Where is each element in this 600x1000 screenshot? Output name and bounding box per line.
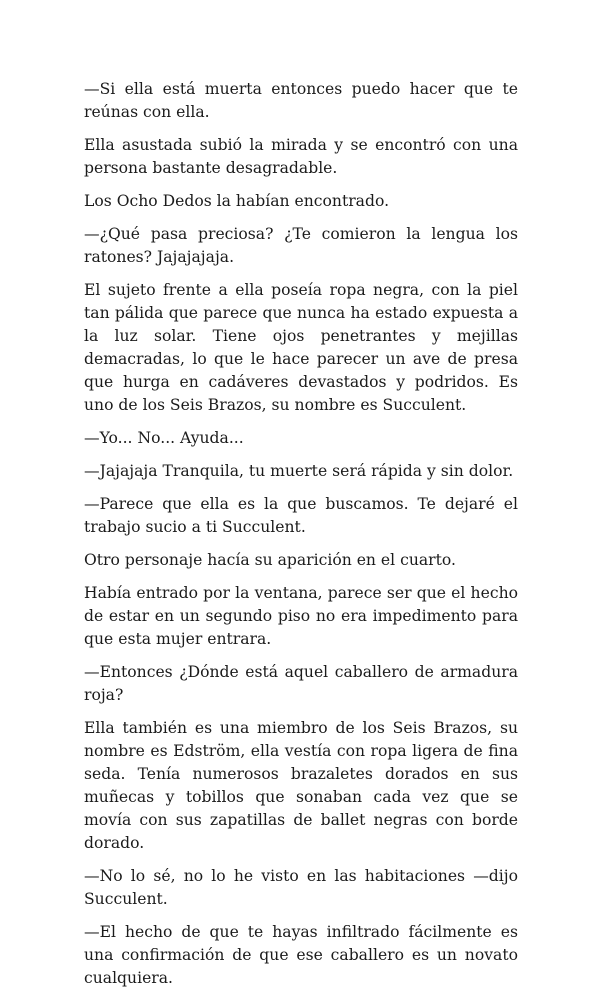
paragraph-4: —¿Qué pasa preciosa? ¿Te comieron la lengua los ratones? Jajajajaja. — [84, 225, 518, 266]
paragraph-13: —No lo sé, no lo he visto en las habitaciones —dijo Succulent. — [84, 867, 518, 908]
paragraph-7: —Jajajaja Tranquila, tu muerte será rápida y sin dolor. — [84, 462, 514, 480]
document-page — [84, 78, 518, 1000]
paragraph-5: El sujeto frente a ella poseía ropa negra, con la piel tan pálida que parece que nunca ha estado expuesta a la luz solar. Tiene ojos penetrantes y mejillas demacradas, lo que le hace parecer un ave de presa que hurga en cadáveres devastados y podridos. Es uno de los Seis Brazos, su nombre es Succulent. — [84, 281, 518, 414]
paragraph-11: —Entonces ¿Dónde está aquel caballero de armadura roja? — [84, 663, 518, 704]
paragraph-1: —Si ella está muerta entonces puedo hacer que te reúnas con ella. — [84, 80, 518, 121]
paragraph-12: Ella también es una miembro de los Seis Brazos, su nombre es Edström, ella vestía con ropa ligera de fina seda. Tenía numerosos brazaletes dorados en sus muñecas y tobillos que sonaban cada vez que se movía con sus zapatillas de ballet negras con borde dorado. — [84, 719, 518, 852]
paragraph-8: —Parece que ella es la que buscamos. Te dejaré el trabajo sucio a ti Succulent. — [84, 495, 518, 536]
paragraph-3: Los Ocho Dedos la habían encontrado. — [84, 192, 390, 210]
paragraph-2: Ella asustada subió la mirada y se encontró con una persona bastante desagradable. — [84, 136, 518, 177]
paragraph-6: —Yo... No... Ayuda... — [84, 429, 244, 447]
paragraph-10: Había entrado por la ventana, parece ser que el hecho de estar en un segundo piso no era impedimento para que esta mujer entrara. — [84, 584, 518, 648]
paragraph-14: —El hecho de que te hayas infiltrado fácilmente es una confirmación de que ese caballero es un novato cualquiera. — [84, 923, 518, 987]
paragraph-9: Otro personaje hacía su aparición en el cuarto. — [84, 551, 456, 569]
